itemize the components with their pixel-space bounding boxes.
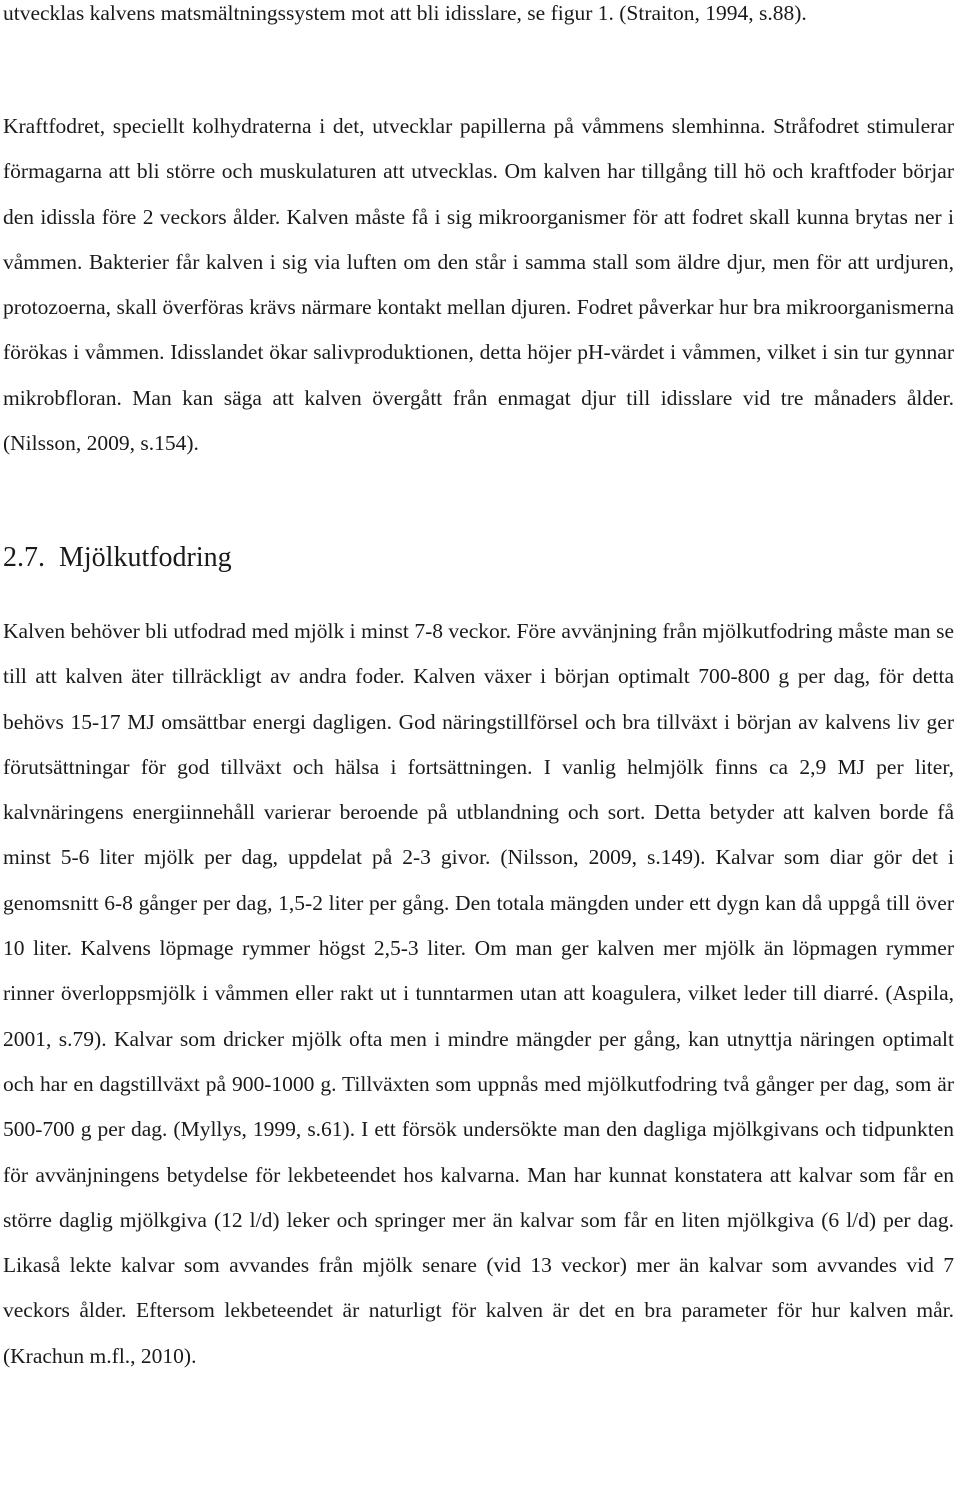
paragraph-rumen-development: Kraftfodret, speciellt kolhydraterna i det, utvecklar papillerna på våmmens slemhinna. Stråfodret stimulerar förmagarna att bli större och muskulaturen att utvecklas. Om kalven har tillgång till hö och kraftfoder börjar den idissla före 2 veckors ålder. Kalven måste få i sig mikroorganismer för att fodret skall kunna brytas ner i våmmen. Bakterier får kalven i sig via luften om den står i samma stall som äldre djur, men för att urdjuren, protozoerna, skall överföras krävs närmare kontakt mellan djuren. Fodret påverkar hur bra mikroorganismerna förökas i våmmen. Idisslandet ökar salivproduktionen, detta höjer pH-värdet i våmmen, vilket i sin tur gynnar mikrobfloran. Man kan säga att kalven övergått från enmagat djur till idisslare vid tre månaders ålder. (Nilsson, 2009, s.154). xyxy=(3,114,954,456)
paragraph-intro: utvecklas kalvens matsmältningssystem mot att bli idisslare, se figur 1. (Straiton, 1994, s.88). xyxy=(3,1,807,25)
paragraph-milk-feeding: Kalven behöver bli utfodrad med mjölk i minst 7-8 veckor. Före avvänjning från mjölkutfodring måste man se till att kalven äter tillräckligt av andra foder. Kalven växer i början optimalt 700-800 g per dag, för detta behövs 15-17 MJ omsättbar energi dagligen. God näringstillförsel och bra tillväxt i början av kalvens liv ger förutsättningar för god tillväxt och hälsa i fortsättningen. I vanlig helmjölk finns ca 2,9 MJ per liter, kalvnäringens energiinnehåll varierar beroende på utblandning och sort. Detta betyder att kalven borde få minst 5-6 liter mjölk per dag, uppdelat på 2-3 givor. (Nilsson, 2009, s.149). Kalvar som diar gör det i genomsnitt 6-8 gånger per dag, 1,5-2 liter per gång. Den totala mängden under ett dygn kan då uppgå till över 10 liter. Kalvens löpmage rymmer högst 2,5-3 liter. Om man ger kalven mer mjölk än löpmagen rymmer rinner överloppsmjölk i våmmen eller rakt ut i tunntarmen utan att koagulera, vilket leder till diarré. (Aspila, 2001, s.79). Kalvar som dricker mjölk ofta men i mindre mängder per gång, kan utnyttja näringen optimalt och har en dagstillväxt på 900-1000 g. Tillväxten som uppnås med mjölkutfodring två gånger per dag, som är 500-700 g per dag. (Myllys, 1999, s.61). I ett försök undersökte man den dagliga mjölkgivans och tidpunkten för avvänjningens betydelse för lekbeteendet hos kalvarna. Man har kunnat konstatera att kalvar som får en större daglig mjölkgiva (12 l/d) leker och springer mer än kalvar som får en liten mjölkgiva (6 l/d) per dag. Likaså lekte kalvar som avvandes från mjölk senare (vid 13 veckor) mer än kalvar som avvandes vid 7 veckors ålder. Eftersom lekbeteendet är naturligt för kalven är det en bra parameter för hur kalven mår. (Krachun m.fl., 2010). xyxy=(3,619,954,1368)
section-number: 2.7. xyxy=(3,542,45,573)
section-heading xyxy=(3,538,232,578)
section-title: Mjölkutfodring xyxy=(59,542,232,573)
